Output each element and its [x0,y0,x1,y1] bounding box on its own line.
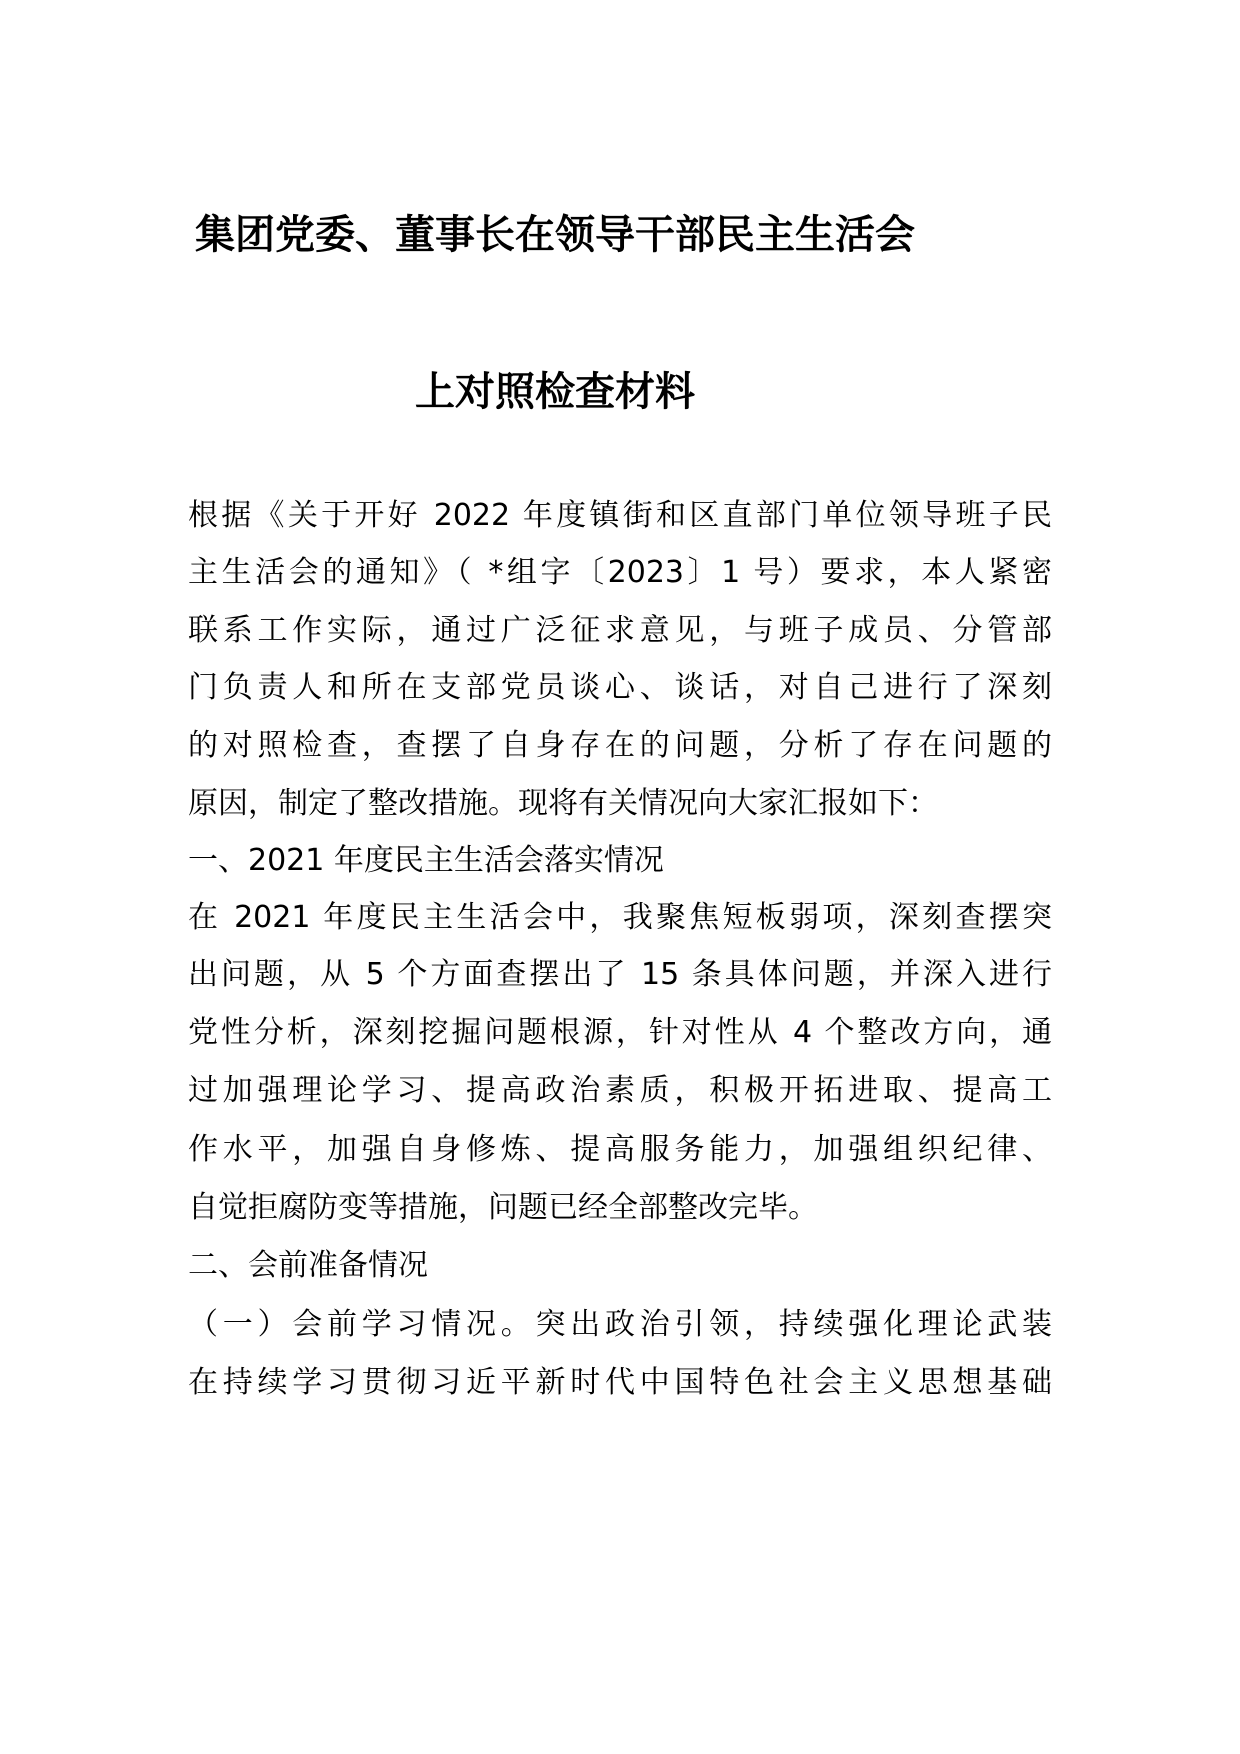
document-title-line-2: 上对照检查材料 [415,369,695,415]
body-line: 自觉拒腐防变等措施，问题已经全部整改完毕。 [188,1190,818,1225]
body-line: （一）会前学习情况。突出政治引领，持续强化理论武装 [188,1307,1052,1342]
body-line: 党性分析，深刻挖掘问题根源，针对性从 4 个整改方向，通 [188,1015,1052,1050]
body-line: 主生活会的通知》（ *组字〔2023〕1 号）要求，本人紧密 [188,555,1052,590]
body-line: 在 2021 年度民主生活会中，我聚焦短板弱项，深刻查摆突 [188,900,1052,935]
body-line: 过加强理论学习、提高政治素质，积极开拓进取、提高工 [188,1073,1052,1108]
body-line: 联系工作实际，通过广泛征求意见，与班子成员、分管部 [188,613,1052,648]
body-line: 出问题，从 5 个方面查摆出了 15 条具体问题，并深入进行 [188,957,1052,992]
body-line: 作水平，加强自身修炼、提高服务能力，加强组织纪律、 [188,1132,1052,1167]
document-title-line-1: 集团党委、董事长在领导干部民主生活会 [195,212,915,258]
body-line: 门负责人和所在支部党员谈心、谈话，对自己进行了深刻 [188,670,1052,705]
section-heading-2: 二、会前准备情况 [188,1248,428,1283]
section-heading-1: 一、2021 年度民主生活会落实情况 [188,843,664,878]
body-line: 根据《关于开好 2022 年度镇街和区直部门单位领导班子民 [188,498,1052,533]
body-line: 的对照检查，查摆了自身存在的问题，分析了存在问题的 [188,728,1052,763]
body-line: 在持续学习贯彻习近平新时代中国特色社会主义思想基础 [188,1365,1052,1400]
body-line: 原因，制定了整改措施。现将有关情况向大家汇报如下： [188,786,938,821]
